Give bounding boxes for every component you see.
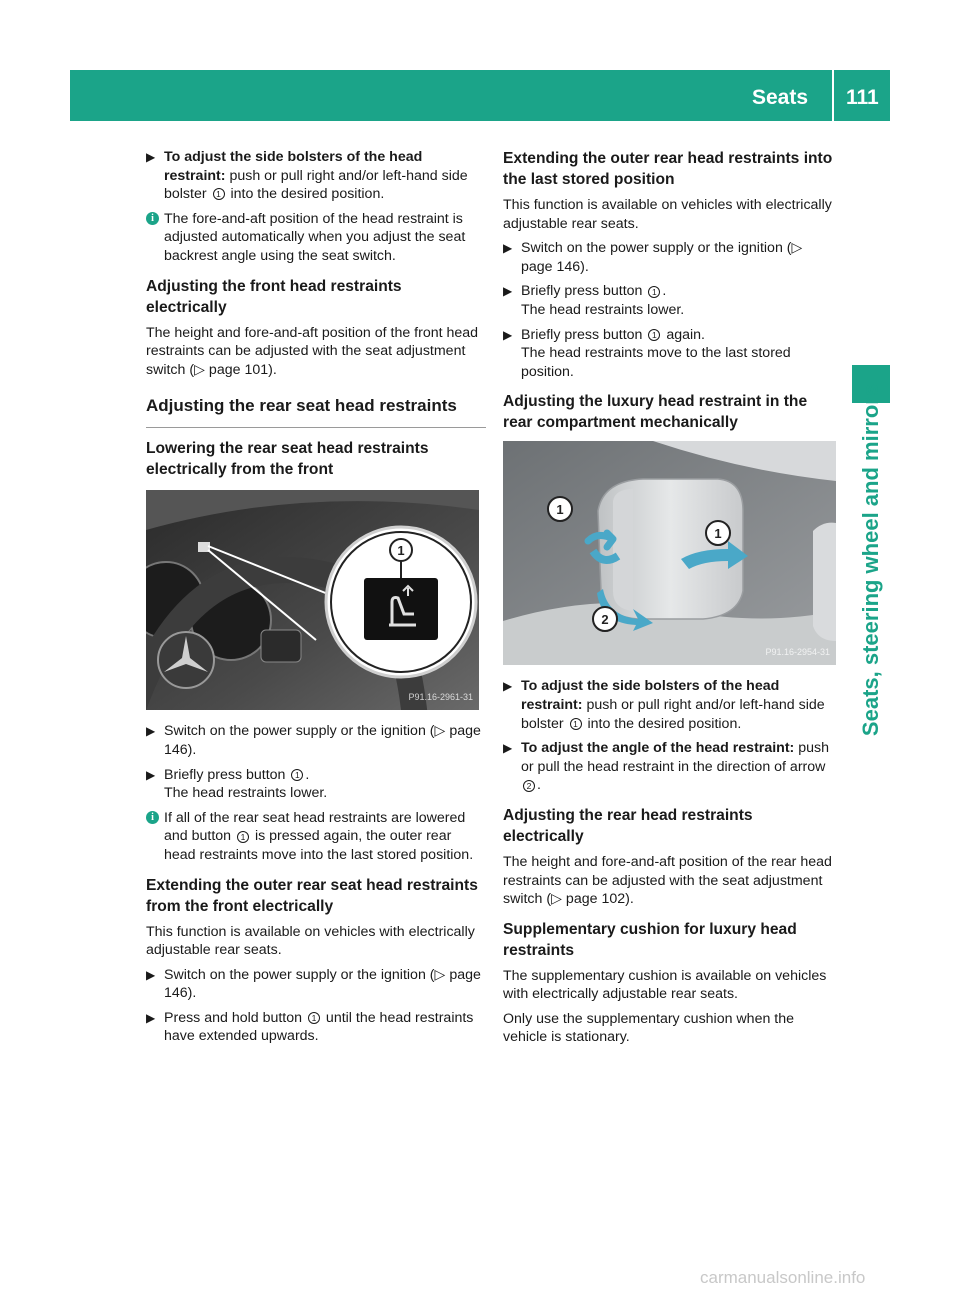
- section-heading: Adjusting the luxury head restraint in the rear compartment mechanically: [503, 393, 808, 432]
- figure-code: P91.16-2954-31: [765, 646, 830, 657]
- step-text: into the desired position.: [226, 186, 385, 203]
- head-restraint-illustration: [503, 441, 836, 665]
- svg-text:1: 1: [556, 502, 564, 518]
- chapter-label: Seats, steering wheel and mirrors: [858, 383, 883, 737]
- section-heading: Lowering the rear seat head restraints electrically from the front: [146, 440, 429, 479]
- paragraph: This function is available on vehicles with electrically adjustable rear seats.: [146, 923, 475, 959]
- step-arrow-icon: ▶: [146, 767, 156, 782]
- step-text: Switch on the power supply or the ignition (▷ page 146).: [164, 966, 481, 1002]
- paragraph: Only use the supplementary cushion when the vehicle is stationary.: [503, 1010, 795, 1046]
- section-heading: Adjusting the rear head restraints electrically: [503, 806, 753, 845]
- section-heading: Extending the outer rear head restraints into the last stored position: [503, 150, 833, 188]
- step-item: [146, 966, 486, 1003]
- step-arrow-icon: ▶: [146, 1010, 156, 1025]
- step-arrow-icon: ▶: [503, 284, 513, 299]
- header-separator: [832, 70, 834, 121]
- step-item: [503, 282, 836, 319]
- step-item: [146, 722, 486, 759]
- step-text: push or pull right and/or left-hand side bolster: [164, 167, 468, 203]
- step-text: Briefly press button: [164, 766, 290, 783]
- info-text: The fore-and-aft position of the head restraint is adjusted automatically when you adjust the seat backrest angle using the seat switch.: [164, 210, 466, 264]
- step-text: Briefly press button: [521, 283, 647, 300]
- step-arrow-icon: ▶: [146, 150, 156, 164]
- step-text: .: [537, 777, 541, 794]
- step-arrow-icon: ▶: [146, 967, 156, 982]
- section-heading: Adjusting the front head restraints electrically: [146, 277, 402, 316]
- step-result: The head restraints move to the last stored position.: [521, 345, 791, 380]
- step-text: .: [305, 766, 310, 783]
- callout-1-icon: 1: [213, 188, 225, 200]
- callout-1-icon: 1: [237, 831, 249, 843]
- info-note: [146, 210, 486, 266]
- step-bold-label: To adjust the angle of the head restraint:: [521, 740, 795, 757]
- main-heading: Adjusting the rear seat head restraints: [146, 395, 486, 428]
- section-heading: Supplementary cushion for luxury head restraints: [503, 920, 797, 959]
- dashboard-illustration: [146, 490, 479, 710]
- step-arrow-icon: ▶: [503, 241, 513, 256]
- info-icon: i: [146, 811, 159, 824]
- paragraph: This function is available on vehicles with electrically adjustable rear seats.: [503, 197, 832, 232]
- step-item: [503, 326, 836, 382]
- dashboard-figure: [146, 490, 479, 710]
- step-text: .: [662, 283, 667, 300]
- callout-1-icon: 1: [648, 329, 660, 341]
- step-item: [146, 148, 486, 204]
- step-result: The head restraints lower.: [164, 785, 328, 802]
- step-text: again.: [662, 326, 705, 343]
- info-icon: i: [146, 212, 159, 225]
- step-bold-label: To adjust the side bolsters of the head restraint:: [521, 678, 780, 713]
- step-text: push or pull right and/or left-hand side bolster: [521, 696, 825, 732]
- info-text: If all of the rear seat head restraints are lowered and button: [164, 809, 466, 845]
- page-number: 111: [846, 86, 879, 109]
- step-arrow-icon: ▶: [503, 741, 513, 756]
- step-text: until the head restraints have extended upwards.: [164, 1009, 474, 1045]
- step-item: [146, 766, 486, 803]
- callout-1-icon: 1: [291, 769, 303, 781]
- svg-text:2: 2: [601, 612, 609, 628]
- step-arrow-icon: ▶: [146, 724, 156, 739]
- left-column: [146, 148, 486, 1052]
- step-item: [503, 677, 836, 733]
- step-bold-label: To adjust the side bolsters of the head restraint:: [164, 149, 423, 184]
- step-item: [503, 739, 836, 795]
- figure-code: P91.16-2961-31: [408, 691, 473, 702]
- step-text: push or pull the head restraint in the direction of arrow: [521, 740, 829, 775]
- watermark: carmanualsonline.info: [700, 1268, 866, 1287]
- step-arrow-icon: ▶: [503, 679, 513, 694]
- step-item: [146, 1009, 486, 1046]
- info-note: [146, 809, 486, 865]
- callout-1-icon: 1: [570, 718, 582, 730]
- step-arrow-icon: ▶: [503, 327, 513, 342]
- paragraph: The height and fore-and-aft position of the front head restraints can be adjusted with the seat adjustment switch (▷ page 101).: [146, 324, 479, 378]
- step-text: into the desired position.: [583, 715, 742, 732]
- paragraph: The height and fore-and-aft position of the rear head restraints can be adjusted with the seat adjustment switch (▷ page 102).: [503, 853, 832, 908]
- right-column: [503, 148, 836, 1053]
- head-restraint-figure: [503, 441, 836, 665]
- step-result: The head restraints lower.: [521, 301, 685, 318]
- paragraph: The supplementary cushion is available on vehicles with electrically adjustable rear seats.: [503, 967, 827, 1003]
- svg-text:1: 1: [397, 543, 405, 559]
- callout-1-icon: 1: [648, 286, 660, 298]
- section-heading: Extending the outer rear seat head restraints from the front electrically: [146, 876, 478, 915]
- callout-2-icon: 2: [523, 780, 535, 792]
- page-section-title: Seats: [752, 86, 809, 109]
- step-text: Switch on the power supply or the ignition (▷ page 146).: [164, 723, 481, 758]
- step-text: Switch on the power supply or the ignition (▷ page 146).: [521, 240, 803, 275]
- callout-1-icon: 1: [308, 1012, 320, 1024]
- info-text: is pressed again, the outer rear head restraints move into the last stored position.: [164, 828, 474, 863]
- step-text: Briefly press button: [521, 326, 647, 343]
- svg-text:1: 1: [714, 526, 722, 542]
- step-text: Press and hold button: [164, 1009, 306, 1026]
- step-item: [503, 239, 836, 276]
